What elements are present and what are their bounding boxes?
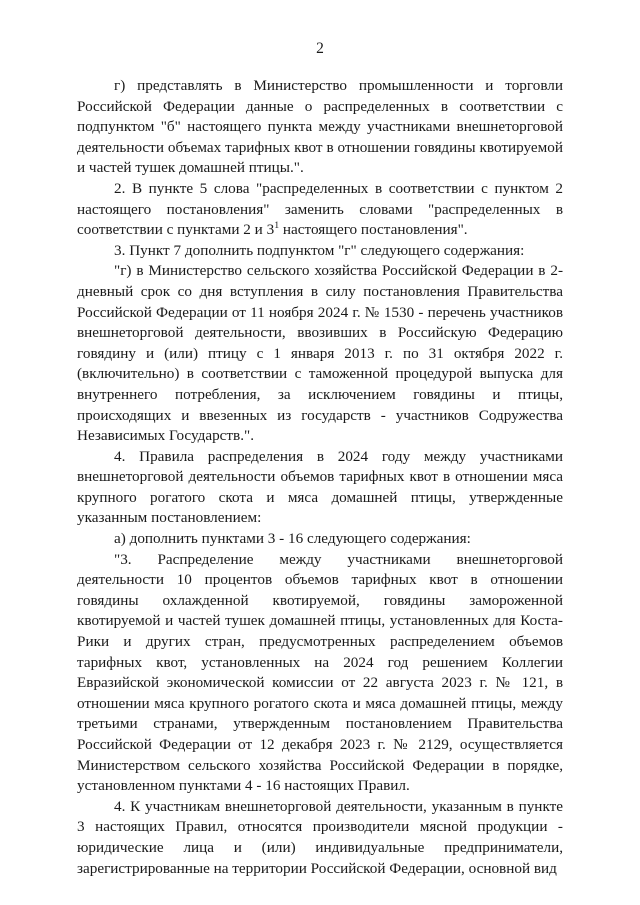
paragraph-item-2 [77,179,563,241]
paragraph-item-2-text-end: настоящего постановления". [279,221,468,239]
paragraph-subpoint-g-ministry-industry: г) представлять в Министерство промышленности и торговли Российской Федерации данные о распределенных в соответствии с подпунктом "б" настоящего пункта между участниками внешнеторговой деятельности объемах тарифных квот в отношении говядины квотируемой и частей тушек домашней птицы.". [77,77,563,177]
page-number: 2 [316,40,324,57]
paragraph-item-4: 4. Правила распределения в 2024 году между участниками внешнеторговой деятельности объемов тарифных квот в отношении мяса крупного рогатого скота и мяса домашней птицы, утвержденные указанным постановлением: [77,447,563,527]
paragraph-item-3: 3. Пункт 7 дополнить подпунктом "г" следующего содержания: [114,241,525,259]
paragraph-rule-3: "3. Распределение между участниками внешнеторговой деятельности 10 процентов объемов тарифных квот в отношении говядины охлажденной квотируемой, говядины замороженной квотируемой и частей тушек домашней птицы, установленных для Коста-Рики и других стран, предусмотренных распределением объемов тарифных квот, установленных на 2024 год решением Коллегии Евразийской экономической комиссии от 22 августа 2023 г. № 121, в отношении мяса крупного рогатого скота и мяса домашней птицы, между третьими странами, утвержденным постановлением Правительства Российской Федерации от 12 декабря 2023 г. № 2129, осуществляется Министерством сельского хозяйства Российской Федерации в порядке, установленном пунктами 4 - 16 настоящих Правил. [77,550,563,795]
paragraph-subpoint-g-ministry-agriculture: "г) в Министерство сельского хозяйства Российской Федерации в 2-дневный срок со дня вступления в силу постановления Правительства Российской Федерации от 11 ноября 2024 г. № 1530 - перечень участников внешнеторговой деятельности, ввозивших в Российскую Федерацию говядину и (или) птицу с 1 января 2013 г. по 31 октября 2022 г. (включительно) в соответствии с таможенной процедурой выпуска для внутреннего потребления, за исключением говядины и птицы, происходящих и ввезенных из государств - участников Содружества Независимых Государств.". [77,262,563,445]
paragraph-item-2-text: 2. В пункте 5 слова "распределенных в соответствии с пунктом 2 настоящего постановления" заменить словами "распределенных в соответствии с пунктами 2 и 3 [77,179,563,239]
paragraph-rule-4: 4. К участникам внешнеторговой деятельности, указанным в пункте 3 настоящих Правил, относятся производители мясной продукции - юридические лица и (или) индивидуальные предприниматели, зарегистрированные на территории Российской Федерации, основной вид [77,797,563,877]
document-body [77,76,563,879]
superscript-marker: 1 [274,220,280,232]
paragraph-subpoint-a: а) дополнить пунктами 3 - 16 следующего содержания: [114,530,471,548]
